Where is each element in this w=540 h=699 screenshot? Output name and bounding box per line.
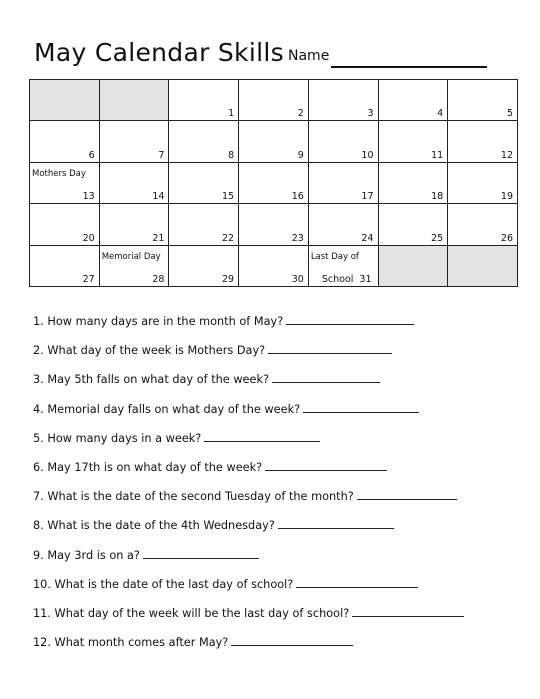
- calendar-day-cell: [448, 80, 518, 121]
- calendar-day-cell: [99, 162, 169, 203]
- calendar-day-number: 17: [361, 191, 374, 203]
- calendar-day-cell: [308, 162, 378, 203]
- calendar-week-row: [30, 245, 518, 286]
- calendar-day-cell: [169, 162, 239, 203]
- calendar-day-cell: [239, 245, 309, 286]
- question-item: [33, 431, 464, 460]
- question-item: [33, 577, 464, 606]
- calendar-day-cell: [99, 245, 169, 286]
- answer-blank[interactable]: [265, 460, 387, 471]
- calendar-day-number: 4: [437, 108, 444, 120]
- question-item: [33, 548, 464, 577]
- calendar-day-cell: [378, 162, 448, 203]
- question-item: [33, 518, 464, 547]
- question-text: 1. How many days are in the month of May?: [33, 315, 284, 328]
- question-text: 3. May 5th falls on what day of the week?: [33, 373, 269, 387]
- answer-blank[interactable]: [204, 431, 320, 442]
- calendar-day-cell: [30, 121, 100, 162]
- question-item: [33, 402, 464, 431]
- calendar-day-number: 9: [297, 149, 304, 161]
- question-item: [33, 635, 464, 664]
- calendar-day-cell: [308, 204, 378, 245]
- calendar-day-number: 10: [361, 149, 374, 161]
- calendar-event-label: Memorial Day: [101, 251, 161, 262]
- calendar-day-number: 8: [228, 149, 235, 161]
- calendar-day-number: 25: [431, 232, 444, 244]
- answer-blank[interactable]: [303, 402, 419, 413]
- question-item: [33, 460, 464, 489]
- calendar-day-cell: [169, 204, 239, 245]
- calendar-day-number: 26: [500, 232, 513, 244]
- answer-blank[interactable]: [296, 577, 418, 588]
- question-item: [33, 372, 464, 401]
- answer-blank[interactable]: [352, 606, 464, 617]
- calendar-day-cell: [378, 80, 448, 121]
- calendar-empty-cell: [99, 80, 169, 121]
- answer-blank[interactable]: [278, 518, 394, 529]
- calendar-day-cell: [448, 162, 518, 203]
- question-text: 6. May 17th is on what day of the week?: [33, 460, 263, 474]
- worksheet-title: May Calendar Skills: [34, 38, 284, 67]
- calendar-day-number: 15: [222, 191, 235, 203]
- calendar-day-cell: [99, 204, 169, 245]
- calendar-day-number: [322, 274, 372, 285]
- calendar-day-number: 3: [367, 108, 374, 120]
- calendar-day-cell: [169, 121, 239, 162]
- calendar-day-cell: [308, 245, 378, 286]
- calendar-day-number: 11: [431, 149, 444, 161]
- question-item: [33, 489, 464, 518]
- calendar-day-number: 18: [431, 191, 444, 203]
- calendar-day-number: 27: [82, 274, 95, 285]
- calendar-day-cell: [239, 162, 309, 203]
- calendar-event-label: Last Day of: [310, 251, 359, 262]
- answer-blank[interactable]: [231, 635, 353, 646]
- calendar-empty-cell: [378, 245, 448, 286]
- calendar-day-cell: [30, 162, 100, 203]
- calendar-week-row: [30, 80, 518, 121]
- calendar-day-number: 20: [82, 232, 95, 244]
- calendar-day-number: 28: [152, 274, 165, 285]
- calendar-day-number: 22: [222, 232, 235, 244]
- question-item: [33, 606, 464, 635]
- calendar-day-cell: [448, 121, 518, 162]
- question-text: 11. What day of the week will be the last day of school?: [33, 606, 350, 620]
- calendar-week-row: [30, 121, 518, 162]
- calendar-week-row: [30, 162, 518, 203]
- answer-blank[interactable]: [143, 548, 259, 559]
- question-text: 5. How many days in a week?: [33, 431, 202, 445]
- calendar-day-cell: [30, 204, 100, 245]
- name-label: Name: [288, 48, 330, 64]
- calendar-day-number: 24: [361, 232, 374, 244]
- answer-blank[interactable]: [286, 314, 414, 325]
- calendar-day-cell: [239, 121, 309, 162]
- calendar-day-number: 5: [506, 108, 513, 120]
- question-item: [33, 343, 464, 372]
- calendar-day-cell: [99, 121, 169, 162]
- question-text: 12. What month comes after May?: [33, 636, 229, 650]
- calendar-day-cell: [378, 204, 448, 245]
- calendar-day-cell: [308, 121, 378, 162]
- question-text: 2. What day of the week is Mothers Day?: [33, 344, 266, 358]
- question-text: 8. What is the date of the 4th Wednesday?: [33, 519, 275, 533]
- question-list: [33, 314, 464, 664]
- calendar-day-number: 1: [228, 108, 235, 120]
- calendar-day-number: 21: [152, 232, 165, 244]
- answer-blank[interactable]: [357, 489, 457, 500]
- calendar-week-row: [30, 204, 518, 245]
- calendar-day-cell: [308, 80, 378, 121]
- calendar-day-number: 16: [291, 191, 304, 203]
- calendar-day-number: 7: [158, 149, 165, 161]
- calendar-day-number: 6: [88, 149, 95, 161]
- calendar-day-number: 12: [500, 149, 513, 161]
- calendar-day-number: 14: [152, 191, 165, 203]
- calendar-event-label: School: [321, 274, 354, 285]
- may-calendar-grid: [29, 79, 518, 287]
- name-blank-line: [331, 66, 487, 68]
- calendar-day-number: 29: [222, 274, 235, 285]
- question-text: 7. What is the date of the second Tuesday of the month?: [33, 490, 354, 504]
- calendar-day-cell: [239, 204, 309, 245]
- calendar-day-cell: [378, 121, 448, 162]
- calendar-event-label: Mothers Day: [32, 168, 86, 179]
- question-text: 10. What is the date of the last day of school?: [33, 577, 294, 591]
- question-item: [33, 314, 464, 343]
- calendar-day-number: 23: [291, 232, 304, 244]
- calendar-day-value: 31: [359, 274, 372, 285]
- question-text: 9. May 3rd is on a?: [33, 548, 140, 562]
- calendar-day-number: 13: [82, 191, 95, 203]
- calendar-day-cell: [448, 204, 518, 245]
- calendar-day-cell: [30, 245, 100, 286]
- calendar-empty-cell: [448, 245, 518, 286]
- calendar-day-number: 30: [291, 274, 304, 285]
- calendar-empty-cell: [30, 80, 100, 121]
- calendar-day-cell: [169, 80, 239, 121]
- calendar-day-number: 2: [297, 108, 304, 120]
- answer-blank[interactable]: [272, 372, 380, 383]
- answer-blank[interactable]: [268, 343, 392, 354]
- calendar-day-number: 19: [500, 191, 513, 203]
- calendar-day-cell: [239, 80, 309, 121]
- calendar-day-cell: [169, 245, 239, 286]
- question-text: 4. Memorial day falls on what day of the week?: [33, 402, 301, 416]
